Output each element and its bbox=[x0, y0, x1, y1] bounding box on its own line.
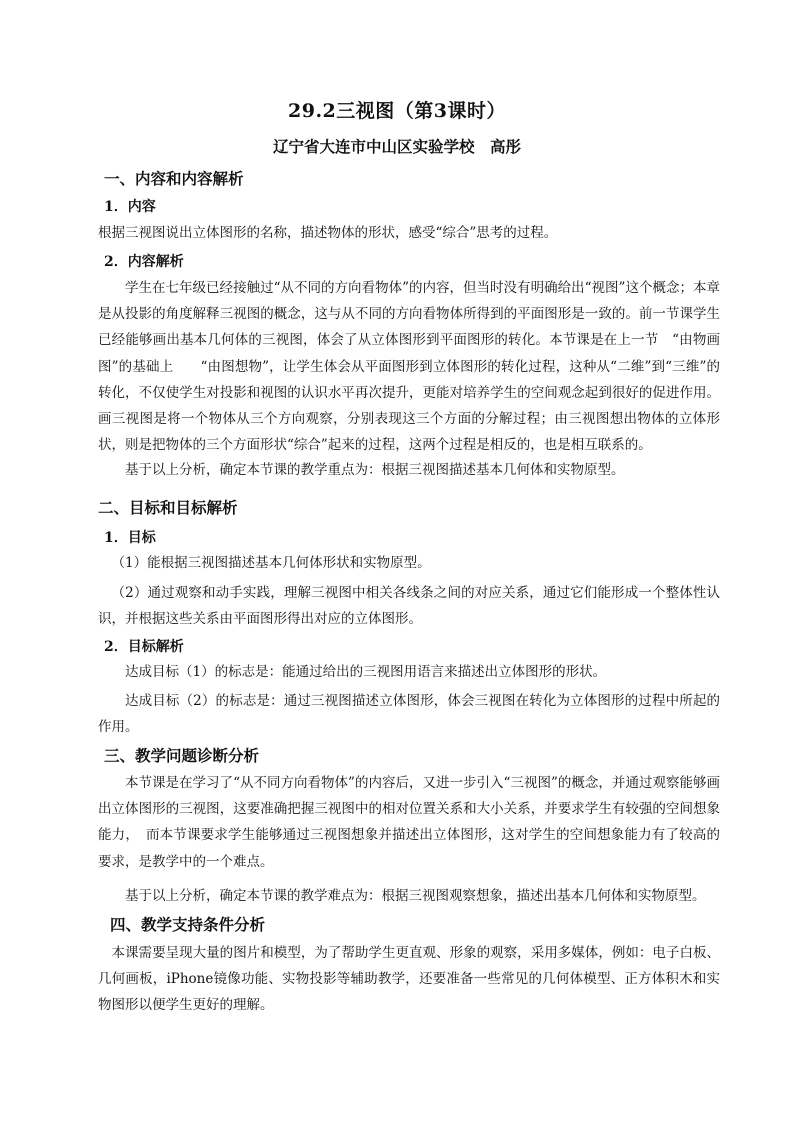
document-author: 辽宁省大连市中山区实验学校 高彤 bbox=[272, 137, 521, 156]
section-2-paragraph-3: 达成目标（1）的标志是：能通过给出的三视图用语言来描述出立体图形的形状。 bbox=[125, 664, 607, 680]
document-title: 29.2三视图（第3课时） bbox=[288, 100, 506, 122]
section-1-paragraph-2: 学生在七年级已经接触过“从不同的方向看物体”的内容，但当时没有明确给出“视图”这个概念；本章是从投影的角度解释三视图的概念，这与从不同的方向看物体所得到的平面图形是一致的。前一节课学生已经能够画出基本几何体的三视图，体会了从立体图形到平面图形的转化。本节课是在上一节 “由物画图”的基础上 “由图想物”，让学生体会从平面图形到立体图形的转化过程，这种从“二维”到“三维”的转化，不仅使学生对投影和视图的认识水平再次提升，更能对培养学生的空间观念起到很好的促进作用。画三视图是将一个物体从三个方向观察，分别表现这三个方面的分解过程；由三视图想出物体的立体形状，则是把物体的三个方面形状“综合”起来的过程，这两个过程是相反的，也是相互联系的。 bbox=[98, 280, 720, 454]
section-3-paragraph-2: 基于以上分析，确定本节课的教学难点为：根据三视图观察想象，描述出基本几何体和实物原型。 bbox=[125, 888, 706, 904]
section-4-heading: 四、教学支持条件分析 bbox=[110, 915, 266, 934]
section-3-paragraph-1: 本节课是在学习了“从不同方向看物体”的内容后，又进一步引入“三视图”的概念，并通过观察能够画出立体图形的三视图，这要准确把握三视图中的相对位置关系和大小关系，并要求学生有较强的空间想象能力， 而本节课要求学生能够通过三视图想象并描述出立体图形，这对学生的空间想象能力有了较高的要求，是教学中的一个难点。 bbox=[98, 775, 720, 870]
section-1-paragraph-3: 基于以上分析，确定本节课的教学重点为：根据三视图描述基本几何体和实物原型。 bbox=[125, 462, 625, 478]
section-1-sub-1: 1．内容 bbox=[104, 199, 156, 215]
section-4-paragraph-1: 本课需要呈现大量的图片和模型，为了帮助学生更直观、形象的观察，采用多媒体，例如：电子白板、几何画板，iPhone镜像功能、实物投影等辅助教学，还要准备一些常见的几何体模型、正方体积木和实物图形以便学生更好的理解。 bbox=[98, 945, 720, 1014]
section-1-heading: 一、内容和内容解析 bbox=[104, 169, 244, 188]
section-2-paragraph-4: 达成目标（2）的标志是：通过三视图描述立体图形，体会三视图在转化为立体图形的过程中所起的作用。 bbox=[98, 693, 720, 736]
section-2-heading: 二、目标和目标解析 bbox=[98, 498, 238, 517]
section-2-sub-1: 1．目标 bbox=[104, 530, 156, 546]
section-2-paragraph-1: （1）能根据三视图描述基本几何体形状和实物原型。 bbox=[111, 555, 431, 571]
section-1-sub-2: 2．内容解析 bbox=[104, 254, 184, 270]
section-3-heading: 三、教学问题诊断分析 bbox=[104, 746, 260, 765]
section-2-sub-2: 2．目标解析 bbox=[104, 639, 184, 655]
section-1-paragraph-1: 根据三视图说出立体图形的名称，描述物体的形状，感受“综合”思考的过程。 bbox=[98, 225, 558, 241]
section-2-paragraph-2: （2）通过观察和动手实践，理解三视图中相关各线条之间的对应关系，通过它们能形成一个整体性认识，并根据这些关系由平面图形得出对应的立体图形。 bbox=[98, 585, 720, 628]
